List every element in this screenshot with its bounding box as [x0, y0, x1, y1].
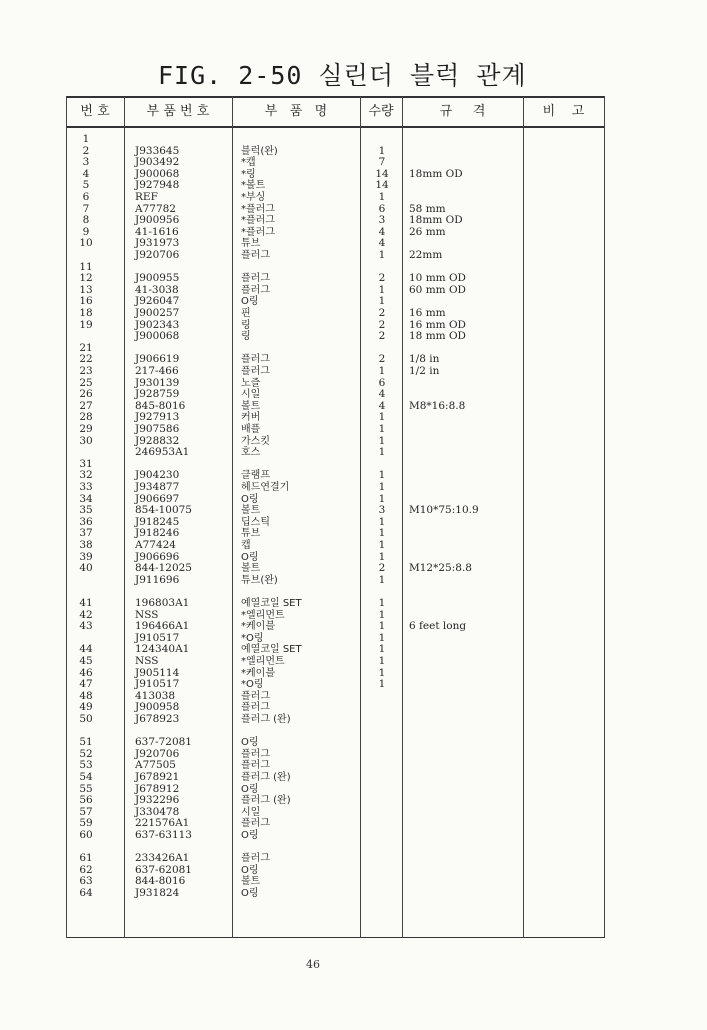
part-name: 볼트: [241, 400, 261, 412]
quantity: 1: [378, 666, 386, 679]
quantity: 1: [378, 655, 386, 667]
row-number: 33: [79, 481, 93, 493]
part-number: J900956: [135, 214, 180, 227]
part-number: J902343: [135, 318, 180, 331]
table-top-rule: [66, 96, 605, 98]
row-number: 16: [79, 295, 93, 308]
part-number: J904230: [135, 469, 180, 482]
quantity: 1: [378, 423, 386, 435]
specification: 6 feet long: [409, 620, 467, 633]
specification: M10*75:10.9: [409, 504, 479, 517]
part-number: J900068: [135, 330, 180, 343]
part-name: 플러그: [241, 702, 270, 714]
row-number: 64: [79, 887, 93, 899]
specification: 18mm OD: [409, 167, 463, 180]
row-number: 38: [79, 539, 93, 551]
part-name: 튜브: [241, 238, 261, 250]
specification: 60 mm OD: [409, 283, 466, 296]
row-number: 56: [79, 794, 93, 807]
part-name: 시일: [241, 806, 261, 818]
part-number: J920706: [135, 747, 180, 760]
quantity: 1: [378, 481, 386, 493]
quantity: 6: [378, 376, 386, 389]
part-name: 플러그 (완): [241, 772, 291, 783]
part-name: 시일: [241, 389, 261, 401]
part-name: 볼트: [241, 563, 261, 575]
part-number: J927913: [135, 411, 180, 424]
part-number: J933645: [135, 144, 180, 157]
part-name: 플러그: [241, 760, 270, 772]
row-number: 59: [79, 817, 93, 830]
part-number: 217-466: [135, 365, 179, 377]
quantity: 1: [378, 283, 386, 296]
row-number: 21: [79, 341, 93, 354]
part-number: 196803A1: [135, 597, 190, 609]
part-name: 헤드연결기: [241, 482, 290, 493]
quantity: 2: [378, 562, 386, 575]
part-name: 클램프: [241, 470, 270, 482]
part-name: 호스: [241, 447, 261, 459]
part-number: 854-10075: [135, 504, 192, 517]
part-number: J900068: [135, 167, 180, 180]
part-name: 핀: [241, 308, 251, 319]
part-name: *볼트: [241, 180, 266, 192]
quantity: 7: [378, 156, 386, 169]
row-number: 46: [79, 666, 93, 679]
row-number: 40: [79, 562, 93, 575]
specification: 1/2 in: [409, 365, 440, 377]
row-number: 7: [82, 202, 90, 215]
part-number: 41-3038: [135, 283, 179, 296]
part-name: 노즐: [241, 377, 261, 389]
row-number: 41: [79, 597, 93, 609]
part-name: 튜브: [241, 528, 261, 540]
part-name: 예열코일 SET: [241, 598, 302, 609]
part-number: 844-8016: [135, 875, 186, 888]
part-name: O링: [241, 551, 259, 563]
row-number: 13: [79, 283, 93, 296]
part-number: J905114: [135, 666, 180, 679]
quantity: 1: [378, 631, 386, 644]
row-number: 31: [79, 457, 93, 470]
quantity: 1: [378, 539, 386, 551]
specification: 10 mm OD: [409, 272, 466, 285]
part-number: NSS: [135, 608, 159, 621]
quantity: 4: [378, 225, 386, 238]
quantity: 1: [378, 434, 386, 447]
part-number: 637-62081: [135, 863, 192, 876]
row-number: 26: [79, 388, 93, 401]
row-number: 18: [79, 307, 93, 319]
part-name: 플러그: [241, 853, 270, 865]
quantity: 1: [378, 469, 386, 482]
quantity: 4: [378, 237, 386, 250]
part-name: *케이블: [241, 667, 275, 679]
part-number: J920706: [135, 249, 180, 261]
part-name: 플러그: [241, 250, 270, 261]
quantity: 1: [378, 515, 386, 528]
part-name: *플러그: [241, 203, 275, 215]
part-name: 플러그: [241, 748, 270, 760]
row-number: 22: [79, 353, 93, 366]
part-name: 플러그: [241, 366, 270, 377]
row-number: 6: [82, 191, 90, 203]
header-no: 번 호: [80, 104, 110, 119]
row-number: 2: [82, 144, 90, 157]
quantity: 1: [378, 678, 386, 691]
row-number: 34: [79, 492, 93, 505]
header-part-name: 부 품 명: [264, 104, 328, 119]
part-number: NSS: [135, 655, 159, 667]
part-number: REF: [135, 191, 158, 203]
part-name: O링: [241, 493, 259, 505]
quantity: 1: [378, 573, 386, 586]
quantity: 3: [378, 504, 386, 517]
column-divider: [402, 96, 403, 938]
part-number: A77782: [135, 202, 176, 215]
row-number: 57: [79, 805, 93, 818]
part-number: J928759: [135, 388, 180, 401]
row-number: 55: [79, 782, 93, 795]
quantity: 2: [378, 330, 386, 343]
row-number: 10: [79, 237, 93, 250]
part-number: 413038: [135, 689, 176, 702]
header-part-no: 부 품 번 호: [146, 104, 210, 119]
part-number: 844-12025: [135, 562, 192, 575]
part-name: 딥스틱: [241, 516, 270, 528]
row-number: 62: [79, 863, 93, 876]
row-number: 48: [79, 689, 93, 702]
row-number: 3: [82, 156, 90, 169]
part-name: *플러그: [241, 215, 275, 227]
row-number: 11: [79, 260, 93, 273]
quantity: 6: [378, 202, 386, 215]
part-number: J910517: [135, 631, 180, 644]
quantity: 2: [378, 272, 386, 285]
part-number: 233426A1: [135, 852, 190, 865]
quantity: 1: [378, 597, 386, 609]
row-number: 53: [79, 759, 93, 772]
part-number: J678921: [135, 771, 180, 783]
part-name: 플러그: [241, 284, 270, 296]
row-number: 1: [82, 133, 90, 145]
part-name: O링: [241, 296, 259, 308]
part-number: J930139: [135, 376, 180, 389]
header-spec: 규 격: [439, 104, 486, 119]
part-number: J330478: [135, 805, 180, 818]
row-number: 50: [79, 713, 93, 725]
quantity: 1: [378, 643, 386, 656]
row-number: 30: [79, 434, 93, 447]
column-divider: [604, 96, 605, 938]
part-name: 플러그 (완): [241, 795, 291, 807]
row-number: 49: [79, 701, 93, 714]
part-number: J906697: [135, 492, 180, 505]
part-name: *플러그: [241, 226, 275, 238]
part-number: J926047: [135, 295, 180, 308]
row-number: 12: [79, 272, 93, 285]
part-number: 637-63113: [135, 829, 192, 841]
part-name: *O링: [241, 679, 264, 691]
part-name: 블럭(완): [241, 145, 278, 157]
specification: 22mm: [409, 249, 443, 261]
part-number: 124340A1: [135, 643, 190, 656]
row-number: 27: [79, 399, 93, 412]
part-number: J900257: [135, 307, 180, 319]
row-number: 52: [79, 747, 93, 760]
quantity: 2: [378, 353, 386, 366]
part-number: J911696: [135, 573, 180, 586]
part-number: A77424: [135, 539, 176, 551]
part-name: 링: [241, 319, 251, 331]
part-name: 커버: [241, 412, 261, 424]
part-name: O링: [241, 830, 259, 841]
row-number: 37: [79, 527, 93, 540]
column-divider: [124, 96, 125, 938]
part-name: 플러그 (완): [241, 714, 291, 725]
part-number: J906619: [135, 353, 180, 366]
column-divider: [360, 96, 361, 938]
row-number: 63: [79, 875, 93, 888]
part-name: 볼트: [241, 505, 261, 517]
quantity: 1: [378, 144, 386, 157]
quantity: 4: [378, 388, 386, 401]
part-name: 플러그: [241, 690, 270, 702]
part-name: *링: [241, 168, 256, 180]
part-name: 가스킷: [241, 435, 270, 447]
row-number: 32: [79, 469, 93, 482]
part-number: 246953A1: [135, 446, 190, 459]
table-bottom-rule: [66, 937, 605, 938]
part-number: J928832: [135, 434, 180, 447]
quantity: 14: [375, 167, 389, 180]
part-number: 41-1616: [135, 225, 179, 238]
part-name: 캡: [241, 540, 251, 551]
part-name: *케이블: [241, 621, 275, 633]
row-number: 8: [82, 214, 90, 227]
quantity: 1: [378, 608, 386, 621]
part-name: 튜브(완): [241, 574, 278, 586]
column-divider: [523, 96, 524, 938]
row-number: 35: [79, 504, 93, 517]
quantity: 3: [378, 214, 386, 227]
row-number: 23: [79, 365, 93, 377]
specification: M8*16:8.8: [409, 399, 466, 412]
specification: 16 mm OD: [409, 318, 466, 331]
part-number: J918245: [135, 515, 180, 528]
specification: 18 mm OD: [409, 330, 466, 343]
specification: 18mm OD: [409, 214, 463, 227]
row-number: 43: [79, 620, 93, 633]
quantity: 1: [378, 620, 386, 633]
quantity: 1: [378, 249, 386, 261]
page-number: 46: [306, 958, 320, 971]
part-number: A77505: [135, 759, 176, 772]
quantity: 1: [378, 295, 386, 308]
row-number: 5: [82, 179, 90, 192]
part-name: 볼트: [241, 876, 261, 888]
row-number: 47: [79, 678, 93, 691]
part-name: 플러그: [241, 273, 270, 285]
part-name: O링: [241, 888, 259, 899]
part-number: J918246: [135, 527, 180, 540]
part-number: 637-72081: [135, 736, 192, 749]
part-number: J927948: [135, 179, 180, 192]
part-number: J931824: [135, 887, 180, 899]
quantity: 1: [378, 365, 386, 377]
part-name: 플러그: [241, 354, 270, 366]
row-number: 60: [79, 829, 93, 841]
row-number: 54: [79, 771, 93, 783]
part-name: *O링: [241, 632, 264, 644]
part-number: J906696: [135, 550, 180, 563]
part-name: O링: [241, 737, 259, 749]
specification: 1/8 in: [409, 353, 440, 366]
part-name: O링: [241, 783, 259, 795]
header-quantity: 수량: [368, 104, 394, 119]
part-number: J907586: [135, 423, 180, 435]
quantity: 1: [378, 446, 386, 459]
part-name: 플러그: [241, 818, 270, 830]
part-name: 예열코일 SET: [241, 644, 302, 656]
row-number: 36: [79, 515, 93, 528]
quantity: 2: [378, 307, 386, 319]
header-remark: 비 고: [542, 104, 585, 119]
row-number: 42: [79, 608, 93, 621]
part-number: J900958: [135, 701, 180, 714]
part-name: 배플: [241, 424, 261, 435]
table-header-rule: [66, 126, 605, 128]
part-number: J934877: [135, 481, 180, 493]
row-number: 45: [79, 655, 93, 667]
part-number: 221576A1: [135, 817, 190, 830]
part-number: J678912: [135, 782, 180, 795]
part-name: *부싱: [241, 192, 266, 203]
quantity: 1: [378, 550, 386, 563]
specification: 26 mm: [409, 225, 446, 238]
row-number: 28: [79, 411, 93, 424]
part-number: J900955: [135, 272, 180, 285]
row-number: 4: [82, 167, 90, 180]
row-number: 61: [79, 852, 93, 865]
quantity: 1: [378, 492, 386, 505]
quantity: 1: [378, 527, 386, 540]
part-number: J931973: [135, 237, 180, 250]
page-title: FIG. 2-50 실린더 블럭 관계: [158, 61, 527, 90]
column-divider: [232, 96, 233, 938]
row-number: 29: [79, 423, 93, 435]
row-number: 51: [79, 736, 93, 749]
part-name: *엘리먼트: [241, 656, 285, 667]
row-number: 25: [79, 376, 93, 389]
part-name: O링: [241, 864, 259, 876]
specification: M12*25:8.8: [409, 562, 472, 575]
part-name: *캡: [241, 157, 256, 169]
quantity: 2: [378, 318, 386, 331]
specification: 16 mm: [409, 307, 446, 319]
quantity: 1: [378, 411, 386, 424]
part-number: J678923: [135, 713, 180, 725]
row-number: 44: [79, 643, 93, 656]
part-number: 845-8016: [135, 399, 186, 412]
part-name: 링: [241, 331, 251, 343]
quantity: 1: [378, 191, 386, 203]
row-number: 9: [82, 225, 90, 238]
part-number: J903492: [135, 156, 180, 169]
part-number: J932296: [135, 794, 180, 807]
row-number: 39: [79, 550, 93, 563]
part-number: J910517: [135, 678, 180, 691]
specification: 58 mm: [409, 202, 446, 215]
quantity: 4: [378, 399, 386, 412]
part-name: *엘리먼트: [241, 609, 285, 621]
row-number: 19: [79, 318, 93, 331]
part-number: 196466A1: [135, 620, 190, 633]
quantity: 14: [375, 179, 389, 192]
